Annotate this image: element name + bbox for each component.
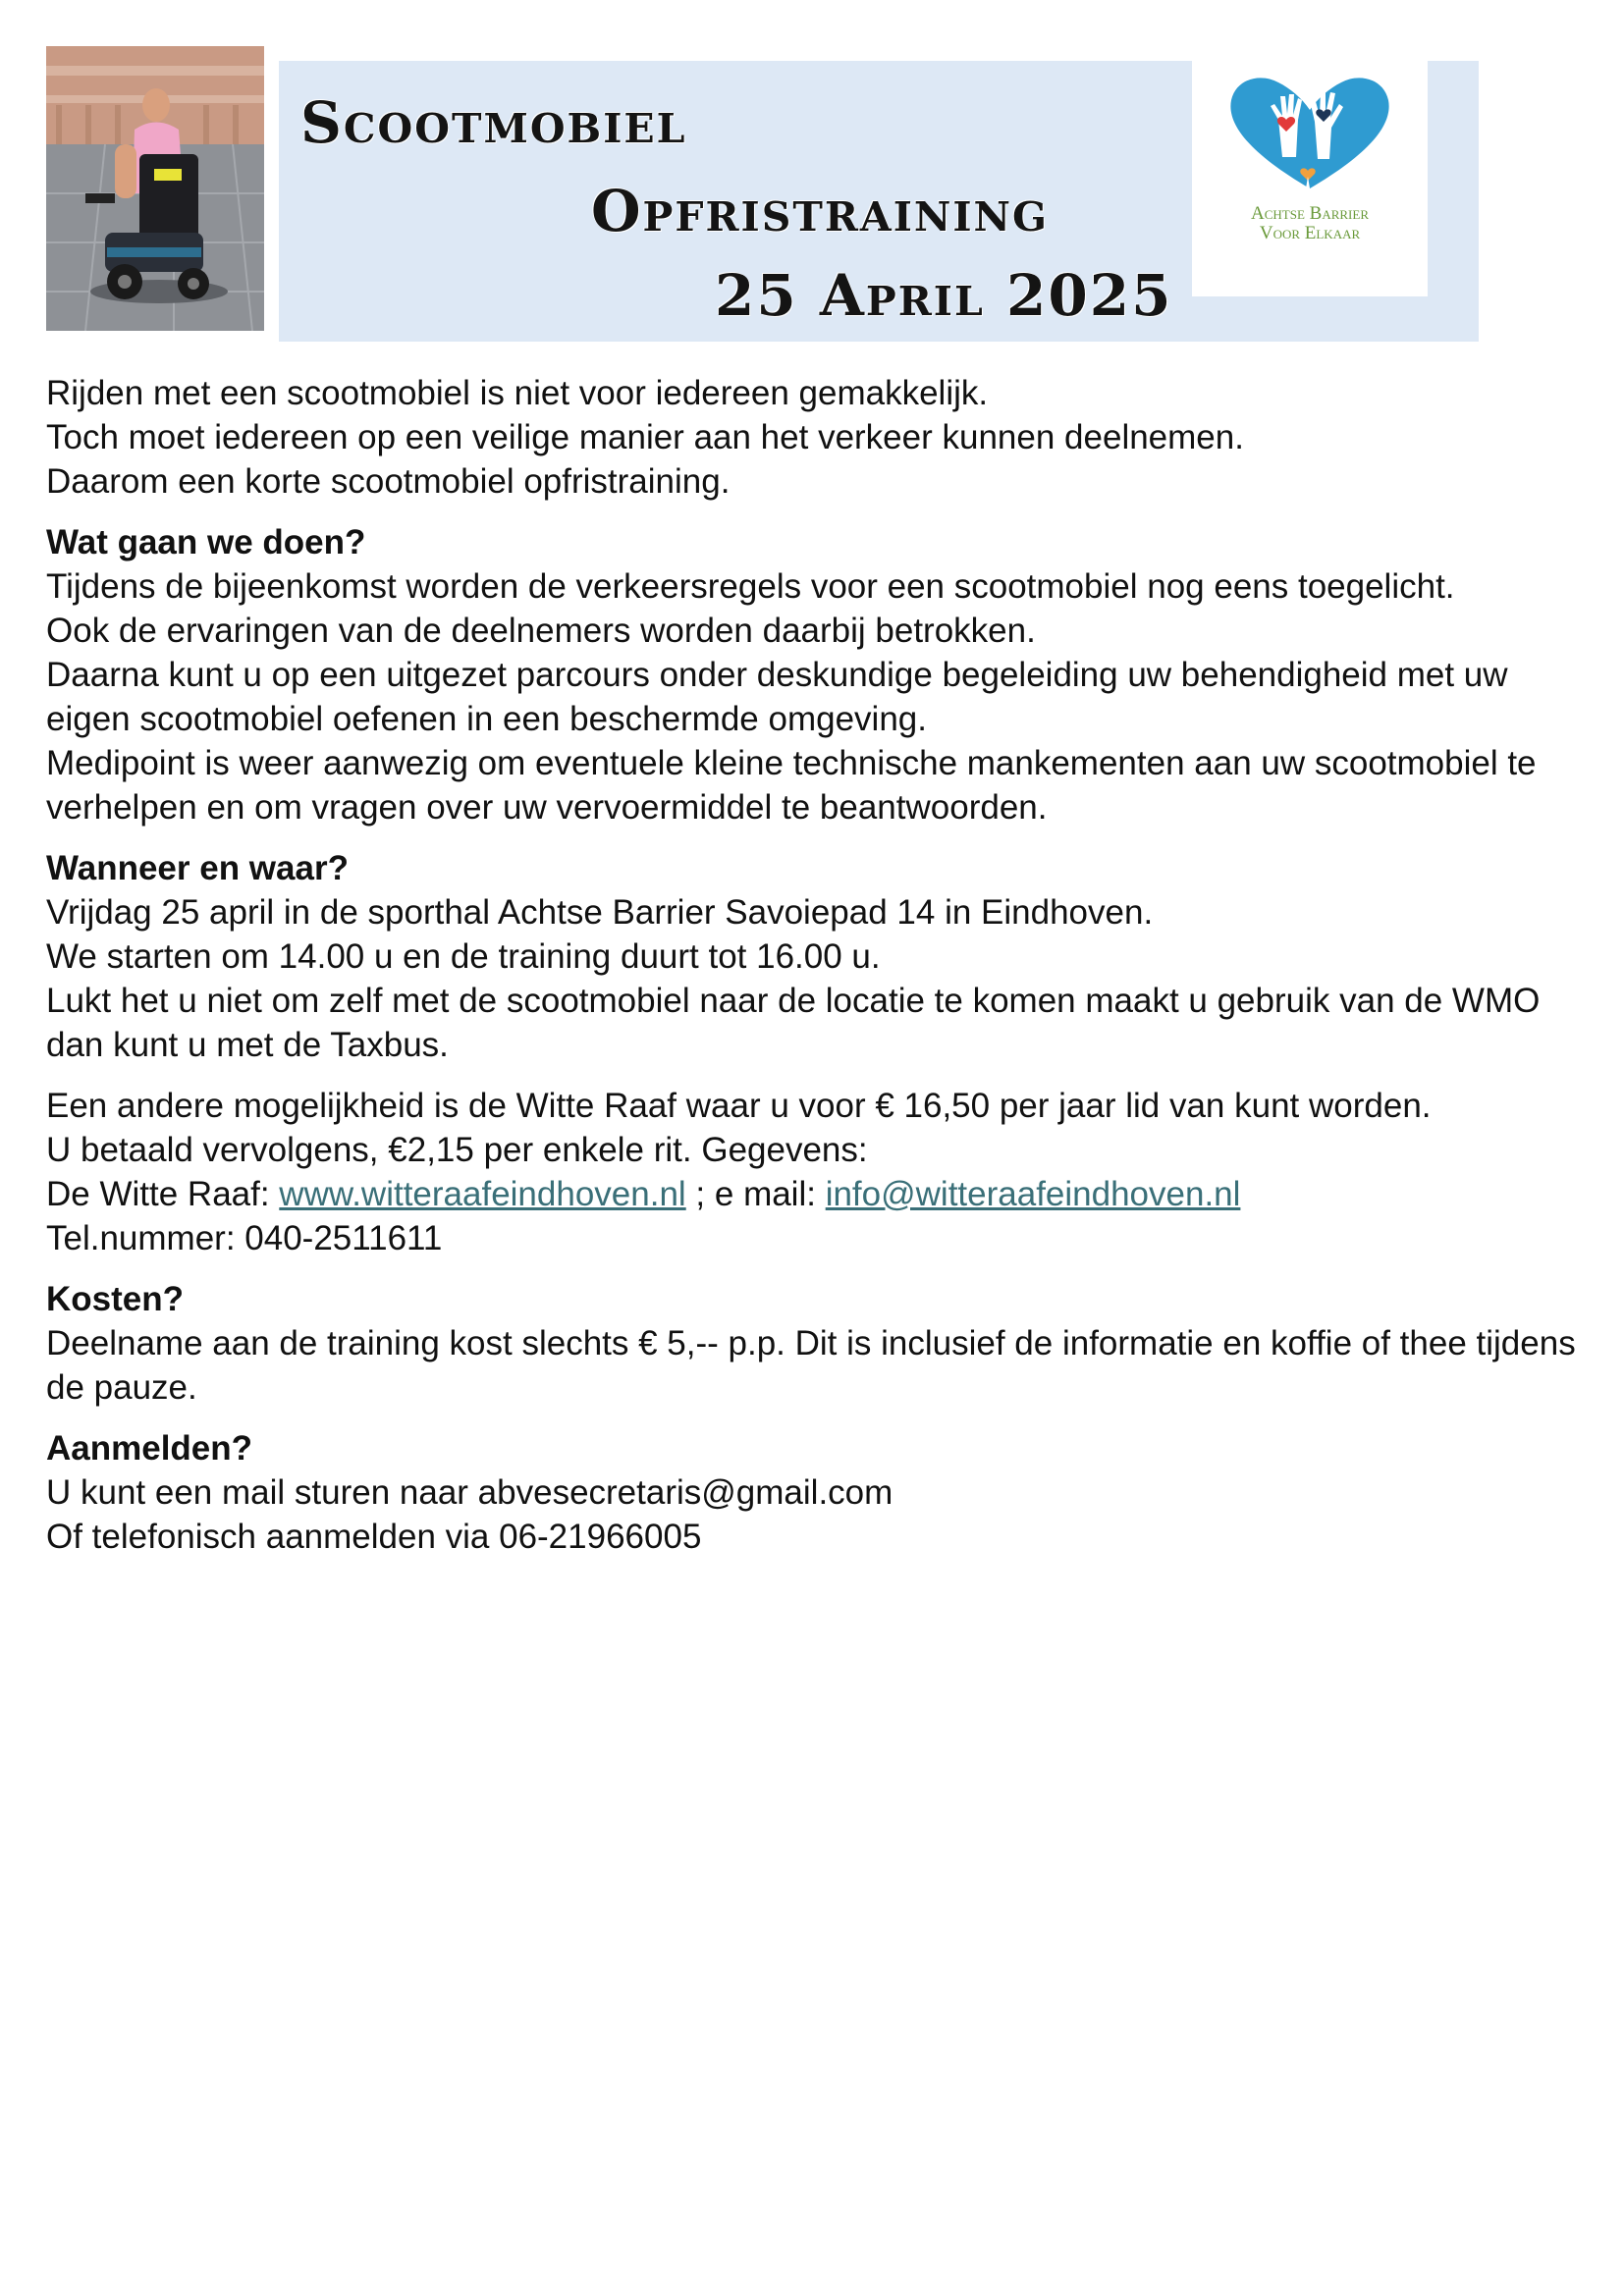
scooter-photo-icon <box>46 46 264 331</box>
wanneer-line-2: We starten om 14.00 u en de training duurt tot 16.00 u. <box>46 937 881 976</box>
kosten-line: Deelname aan de training kost slechts € 5,-- p.p. Dit is inclusief de informatie en koffie of thee tijdens de pauze. <box>46 1324 1576 1407</box>
wanneer-line-3: Lukt het u niet om zelf met de scootmobiel naar de locatie te komen maakt u gebruik van de WMO dan kunt u met de Taxbus. <box>46 982 1541 1064</box>
heading-wat-gaan-we-doen: Wat gaan we doen? <box>46 523 366 561</box>
document-body <box>46 371 1578 1559</box>
heading-kosten: Kosten? <box>46 1280 184 1318</box>
raaf-phone: Tel.nummer: 040-2511611 <box>46 1219 443 1257</box>
email-link[interactable]: info@witteraafeindhoven.nl <box>825 1175 1241 1213</box>
logo-text-line-2: Voor Elkaar <box>1259 223 1361 243</box>
scooter-photo <box>46 46 264 331</box>
section-gap <box>46 1067 1578 1084</box>
intro-line-1: Rijden met een scootmobiel is niet voor iedereen gemakkelijk. <box>46 374 989 412</box>
aanmelden-line-1: U kunt een mail sturen naar abvesecretaris@gmail.com <box>46 1473 893 1512</box>
wat-line-1: Tijdens de bijeenkomst worden de verkeersregels voor een scootmobiel nog eens toegelicht. <box>46 567 1455 606</box>
raaf-contact-line <box>46 1172 1578 1216</box>
aanmelden-line-2: Of telefonisch aanmelden via 06-21966005 <box>46 1518 702 1556</box>
raaf-line-2: U betaald vervolgens, €2,15 per enkele rit. Gegevens: <box>46 1131 868 1169</box>
title-line-1: Scootmobiel <box>300 89 687 156</box>
logo-text-line-1: Achtse Barrier <box>1251 203 1369 224</box>
organization-logo <box>1192 61 1428 296</box>
wat-line-4: Medipoint is weer aanwezig om eventuele kleine technische mankementen aan uw scootmobiel te verhelpen en om vragen over uw vervoermiddel te beantwoorden. <box>46 744 1537 827</box>
heading-aanmelden: Aanmelden? <box>46 1429 253 1468</box>
raaf-contact-prefix: De Witte Raaf: <box>46 1175 280 1213</box>
wat-line-2: Ook de ervaringen van de deelnemers worden daarbij betrokken. <box>46 612 1036 650</box>
raaf-email-prefix: ; e mail: <box>685 1175 826 1213</box>
intro-line-3: Daarom een korte scootmobiel opfristraining. <box>46 462 731 501</box>
website-link[interactable]: www.witteraafeindhoven.nl <box>279 1175 686 1213</box>
heading-wanneer-en-waar: Wanneer en waar? <box>46 849 349 887</box>
raaf-line-1: Een andere mogelijkheid is de Witte Raaf waar u voor € 16,50 per jaar lid van kunt worden. <box>46 1087 1432 1125</box>
title-line-3: 25 April 2025 <box>715 262 1173 329</box>
hands-heart-logo-icon <box>1192 61 1428 198</box>
intro-line-2: Toch moet iedereen op een veilige manier aan het verkeer kunnen deelnemen. <box>46 418 1244 456</box>
title-banner <box>279 61 1479 342</box>
wanneer-line-1: Vrijdag 25 april in de sporthal Achtse Barrier Savoiepad 14 in Eindhoven. <box>46 893 1154 932</box>
wat-line-3: Daarna kunt u op een uitgezet parcours onder deskundige begeleiding uw behendigheid met uw eigen scootmobiel oefenen in een beschermde omgeving. <box>46 656 1508 738</box>
title-line-2: Opfristraining <box>591 178 1050 244</box>
